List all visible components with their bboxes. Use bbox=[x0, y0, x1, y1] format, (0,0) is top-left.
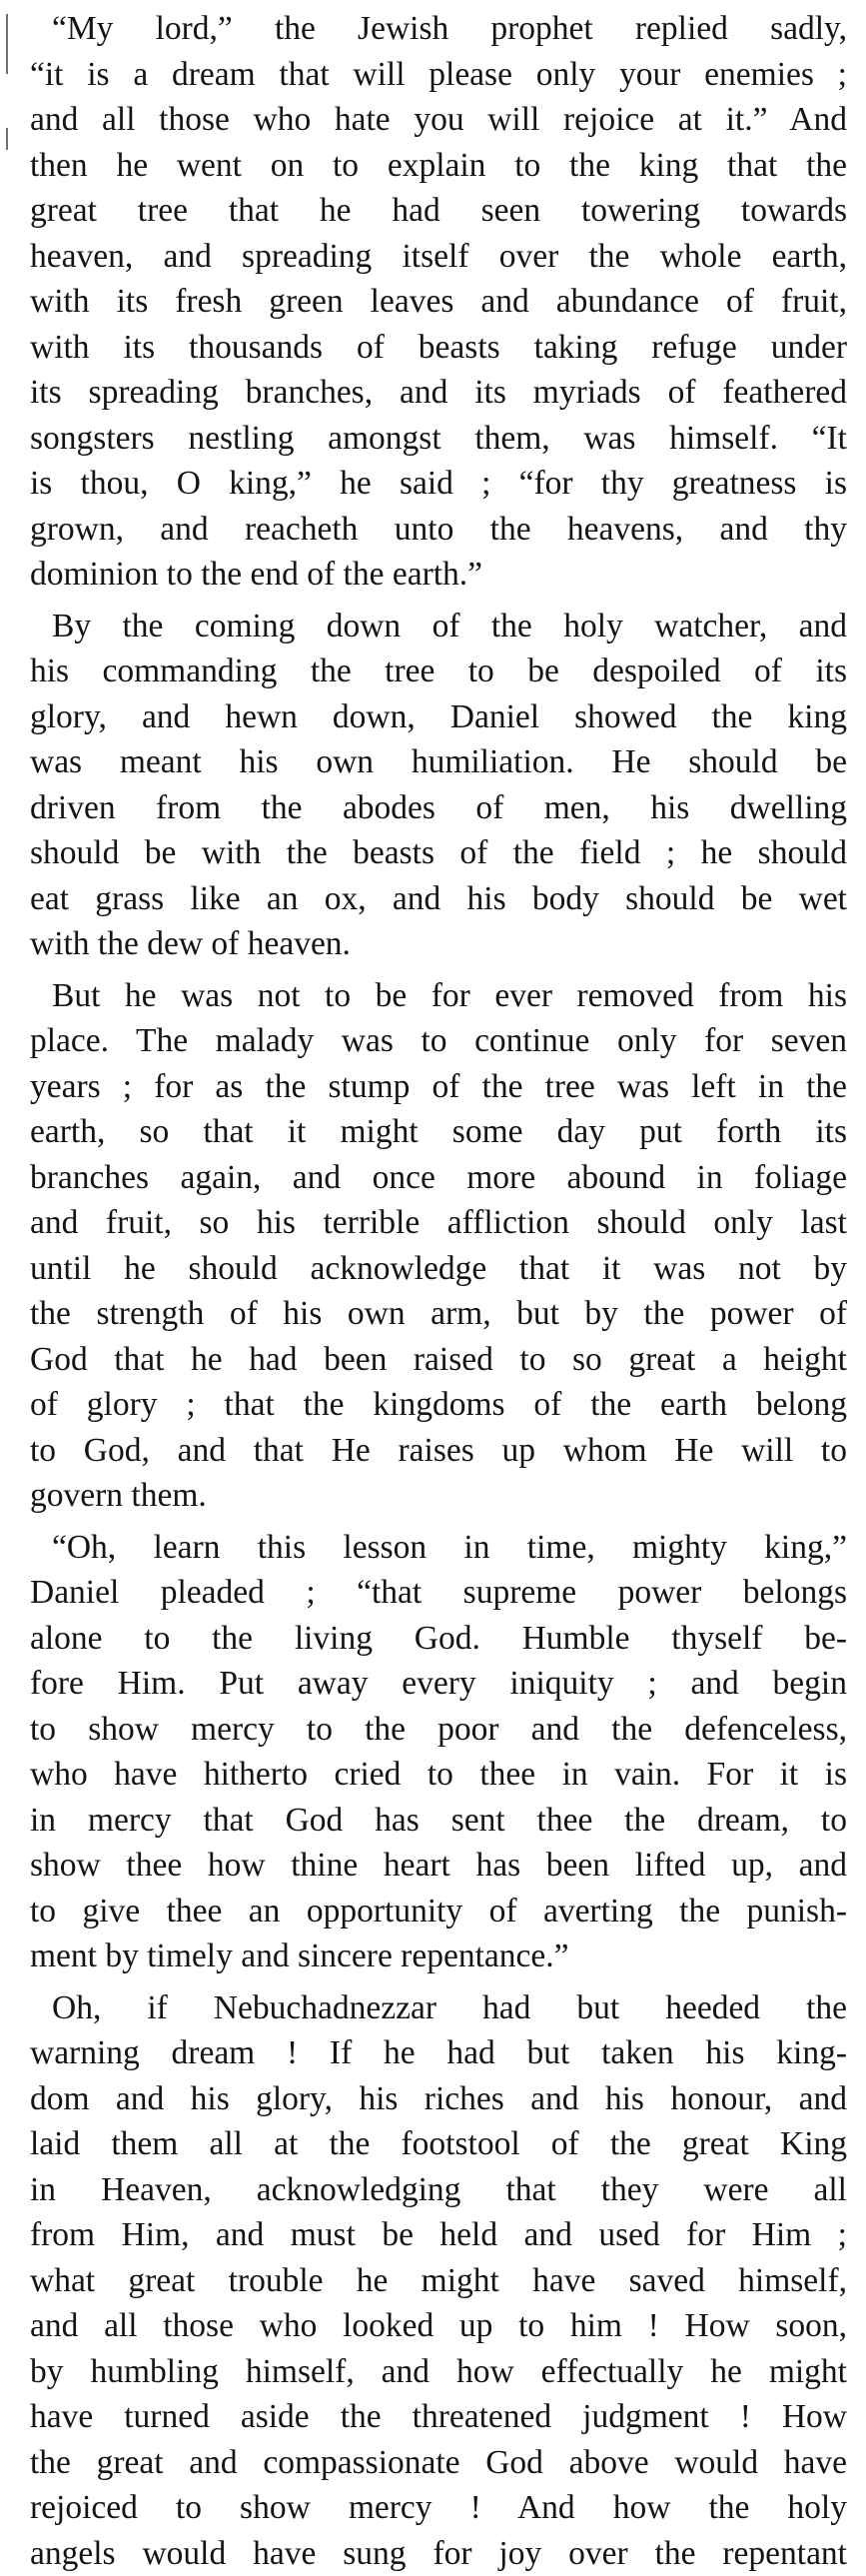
text-line: angels would have sung for joy over the repentant bbox=[30, 2531, 847, 2576]
text-line: warning dream ! If he had but taken his king- bbox=[30, 2030, 847, 2076]
text-line: with its fresh green leaves and abundance of fruit, bbox=[30, 279, 847, 325]
text-line: of glory ; that the kingdoms of the earth belong bbox=[30, 1382, 847, 1428]
text-line: and fruit, so his terrible affliction should only last bbox=[30, 1200, 847, 1246]
paragraph bbox=[30, 6, 847, 598]
text-line: grown, and reacheth unto the heavens, and thy bbox=[30, 507, 847, 553]
text-line: should be with the beasts of the field ; he should bbox=[30, 830, 847, 876]
text-line: by humbling himself, and how effectually he might bbox=[30, 2349, 847, 2395]
text-line: Oh, if Nebuchadnezzar had but heeded the bbox=[30, 1985, 847, 2031]
text-line: By the coming down of the holy watcher, and bbox=[30, 604, 847, 649]
text-line: the great and compassionate God above would have bbox=[30, 2440, 847, 2486]
text-line: to give thee an opportunity of averting the punish- bbox=[30, 1889, 847, 1934]
text-line: eat grass like an ox, and his body should be wet bbox=[30, 876, 847, 922]
text-line: its spreading branches, and its myriads of feathered bbox=[30, 370, 847, 416]
text-line: what great trouble he might have saved himself, bbox=[30, 2258, 847, 2304]
text-line: branches again, and once more abound in foliage bbox=[30, 1155, 847, 1201]
text-line: dominion to the end of the earth.” bbox=[30, 552, 847, 598]
text-line: his commanding the tree to be despoiled of its bbox=[30, 648, 847, 694]
text-line: fore Him. Put away every iniquity ; and begin bbox=[30, 1661, 847, 1707]
text-line: place. The malady was to continue only for seven bbox=[30, 1018, 847, 1064]
paragraph bbox=[30, 1985, 847, 2576]
text-line: rejoiced to show mercy ! And how the holy bbox=[30, 2485, 847, 2531]
text-line: and all those who looked up to him ! How soon, bbox=[30, 2303, 847, 2349]
text-line: with the dew of heaven. bbox=[30, 921, 847, 967]
text-line: glory, and hewn down, Daniel showed the king bbox=[30, 694, 847, 740]
text-line: is thou, O king,” he said ; “for thy greatness is bbox=[30, 461, 847, 507]
text-line: God that he had been raised to so great a height bbox=[30, 1337, 847, 1383]
text-line: to show mercy to the poor and the defenceless, bbox=[30, 1707, 847, 1753]
text-line: then he went on to explain to the king that the bbox=[30, 143, 847, 189]
text-line: earth, so that it might some day put forth its bbox=[30, 1109, 847, 1155]
text-line: dom and his glory, his riches and his honour, and bbox=[30, 2076, 847, 2122]
text-line: from Him, and must be held and used for Him ; bbox=[30, 2212, 847, 2258]
text-line: Daniel pleaded ; “that supreme power belongs bbox=[30, 1570, 847, 1616]
text-line: songsters nestling amongst them, was himself. “It bbox=[30, 416, 847, 462]
text-line: years ; for as the stump of the tree was left in the bbox=[30, 1064, 847, 1110]
text-line: the strength of his own arm, but by the power of bbox=[30, 1291, 847, 1337]
paragraph bbox=[30, 1525, 847, 1979]
text-line: in mercy that God has sent thee the dream, to bbox=[30, 1798, 847, 1844]
text-line: and all those who hate you will rejoice at it.” And bbox=[30, 97, 847, 143]
scan-edge-mark bbox=[6, 128, 8, 150]
text-line: to God, and that He raises up whom He will to bbox=[30, 1428, 847, 1474]
text-line: “it is a dream that will please only your enemies ; bbox=[30, 52, 847, 98]
text-line: was meant his own humiliation. He should be bbox=[30, 739, 847, 785]
text-line: who have hitherto cried to thee in vain. For it is bbox=[30, 1752, 847, 1798]
paragraph bbox=[30, 973, 847, 1519]
text-line: alone to the living God. Humble thyself be- bbox=[30, 1616, 847, 1662]
text-line: govern them. bbox=[30, 1473, 847, 1519]
text-line: great tree that he had seen towering towards bbox=[30, 188, 847, 234]
text-line: until he should acknowledge that it was not by bbox=[30, 1246, 847, 1292]
scan-edge-mark bbox=[6, 14, 8, 74]
text-line: “My lord,” the Jewish prophet replied sadly, bbox=[30, 6, 847, 52]
text-line: But he was not to be for ever removed from his bbox=[30, 973, 847, 1019]
text-column bbox=[30, 6, 847, 2576]
text-line: have turned aside the threatened judgment ! How bbox=[30, 2394, 847, 2440]
text-line: driven from the abodes of men, his dwelling bbox=[30, 785, 847, 831]
text-line: “Oh, learn this lesson in time, mighty king,” bbox=[30, 1525, 847, 1571]
text-line: heaven, and spreading itself over the whole earth, bbox=[30, 234, 847, 280]
text-line: in Heaven, acknowledging that they were all bbox=[30, 2167, 847, 2213]
text-line: laid them all at the footstool of the great King bbox=[30, 2121, 847, 2167]
text-line: show thee how thine heart has been lifted up, and bbox=[30, 1843, 847, 1889]
text-line: with its thousands of beasts taking refuge under bbox=[30, 325, 847, 371]
text-line: ment by timely and sincere repentance.” bbox=[30, 1933, 847, 1979]
paragraph bbox=[30, 604, 847, 967]
